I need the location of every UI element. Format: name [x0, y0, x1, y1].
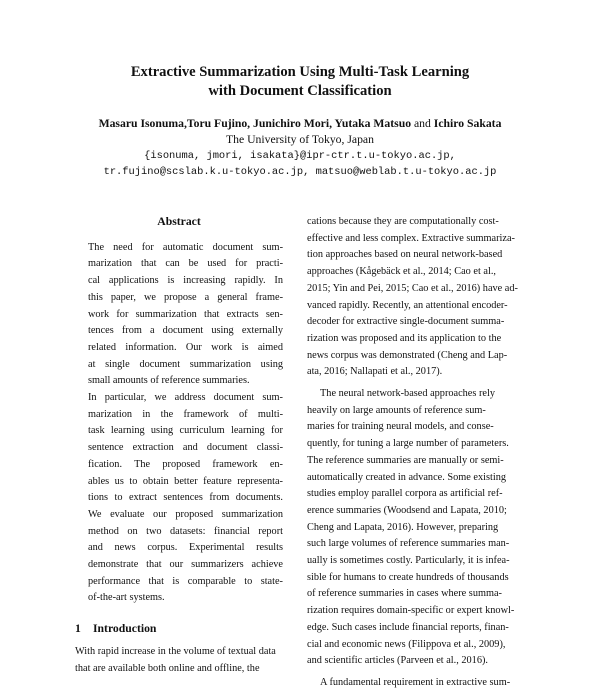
- body-line: cial and economic news (Filippova et al., 2009),: [307, 638, 506, 650]
- abstract-line: small amounts of reference summaries.: [88, 375, 250, 387]
- body-line: Cheng and Lapata, 2016). However, preparing: [307, 521, 499, 533]
- body-line: 2015; Yin and Pei, 2015; Cao et al., 2016) have ad-: [307, 282, 518, 294]
- body-line: of reference summaries in cases where summa-: [307, 588, 502, 600]
- abstract-line: fication. The proposed framework en-: [88, 458, 283, 470]
- body-line: studies employ parallel corpora as artificial ref-: [307, 488, 503, 500]
- abstract-line: this paper, we propose a general frame-: [88, 291, 283, 303]
- paper-title: [60, 63, 540, 101]
- abstract-line: method on two datasets: financial report: [88, 525, 283, 537]
- body-line: The neural network-based approaches rely: [320, 388, 495, 400]
- author-block: [40, 116, 560, 180]
- abstract-line: marization that can be used for practi-: [88, 258, 283, 270]
- abstract-line: related information. Our work is aimed: [88, 341, 283, 353]
- body-line: ually is sometimes costly. Particularly, it is infea-: [307, 555, 510, 567]
- body-line: automatically created in advance. Some existing: [307, 471, 506, 483]
- abstract-line: cal applications is increasing rapidly. In: [88, 275, 283, 287]
- body-line: edge. Such cases include financial reports, finan-: [307, 621, 509, 633]
- abstract-line: of-the-art systems.: [88, 592, 165, 604]
- body-line: heavily on large amounts of reference sum-: [307, 404, 486, 416]
- body-line: rization requires domain-specific or expert knowl-: [307, 605, 515, 617]
- abstract-line: performance that is comparable to state-: [88, 575, 283, 587]
- affiliation: The University of Tokyo, Japan: [226, 133, 374, 146]
- body-line: erence summaries (Woodsend and Lapata, 2010;: [307, 504, 507, 516]
- body-line: effective and less complex. Extractive summariza-: [307, 232, 515, 244]
- body-line: A fundamental requirement in extractive sum-: [320, 676, 511, 688]
- email-line-2: tr.fujino@scslab.k.u-tokyo.ac.jp, matsuo@weblab.t.u-tokyo.ac.jp: [103, 166, 497, 178]
- body-line: quently, for tuning a large number of parameters.: [307, 438, 509, 450]
- author-names: [40, 116, 560, 132]
- email-line-1: {isonuma, jmori, isakata}@ipr-ctr.t.u-tokyo.ac.jp,: [144, 150, 456, 162]
- body-line: vanced rapidly. Recently, an attentional encoder-: [307, 299, 508, 311]
- body-line: The reference summaries are manually or semi-: [307, 454, 504, 466]
- section-title: Introduction: [93, 622, 157, 636]
- last-author: Ichiro Sakata: [433, 117, 502, 130]
- right-column: [307, 214, 531, 692]
- body-line: that are available both online and offline, the: [75, 662, 260, 674]
- abstract-line: tions to extract sentences from documents.: [88, 492, 283, 504]
- abstract-heading: Abstract: [157, 215, 201, 228]
- body-line: and scientific articles (Parveen et al., 2016).: [307, 655, 488, 667]
- title-line-2: with Document Classification: [208, 83, 392, 99]
- body-line: tion approaches based on neural network-based: [307, 249, 503, 261]
- body-line: ata, 2016; Nallapati et al., 2017).: [307, 366, 443, 378]
- body-line: such large volumes of reference summaries man-: [307, 538, 510, 550]
- body-line: sible for humans to create hundreds of thousands: [307, 571, 509, 583]
- section-heading-introduction: [75, 621, 283, 638]
- body-line: rization was proposed and its application to the: [307, 332, 502, 344]
- abstract-line: task learning using curriculum learning for: [88, 425, 283, 437]
- abstract-line: at single document summarization using: [88, 358, 283, 370]
- body-line: news corpus was demonstrated (Cheng and Lap-: [307, 349, 508, 361]
- abstract-line: We evaluate our proposed summarization: [88, 508, 283, 520]
- body-line: With rapid increase in the volume of textual data: [75, 645, 276, 657]
- abstract-line: work for summarization that extracts sen-: [88, 308, 283, 320]
- body-line: decoder for extractive single-document summa-: [307, 316, 505, 328]
- abstract-line: demonstrate that our summarizers achieve: [88, 559, 283, 571]
- body-line: maries for training neural models, and conse-: [307, 421, 494, 433]
- abstract-line: In particular, we address document sum-: [88, 392, 283, 404]
- body-line: approaches (Kågebäck et al., 2014; Cao et al.,: [307, 266, 496, 278]
- body-line: cations because they are computationally cost-: [307, 216, 499, 227]
- left-column: [75, 214, 283, 677]
- author-list: Masaru Isonuma,Toru Fujino, Junichiro Mori, Yutaka Matsuo: [98, 117, 412, 130]
- author-and: and: [413, 117, 431, 130]
- abstract-line: marization in the framework of multi-: [88, 408, 283, 420]
- abstract-line: sentence extraction and document classi-: [88, 442, 283, 454]
- abstract-line: ables us to obtain better feature representa-: [88, 475, 283, 487]
- title-line-1: Extractive Summarization Using Multi-Task Learning: [130, 64, 470, 80]
- section-number: 1: [75, 622, 81, 636]
- abstract-line: The need for automatic document sum-: [88, 241, 283, 253]
- abstract-line: tences from a document using externally: [88, 325, 283, 337]
- abstract-line: and news corpus. Experimental results: [88, 542, 283, 554]
- abstract-body: [75, 240, 283, 607]
